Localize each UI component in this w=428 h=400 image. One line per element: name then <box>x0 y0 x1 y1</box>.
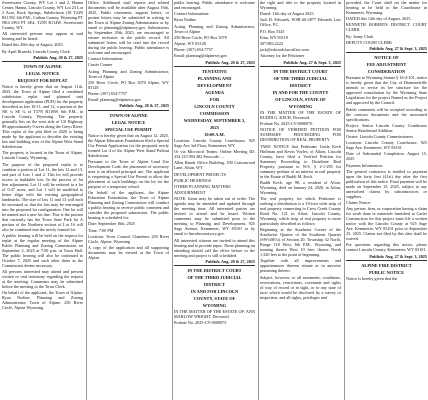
notices-column-5 <box>346 0 427 400</box>
notice-paragraph: 250 River Circle, PO Box 3070 Alpine, WY 83128 <box>88 79 169 90</box>
publish-date-line: Publish: Aug. 27 & Sept. 3, 2025 <box>283 59 341 65</box>
notice-paragraph: Email: planning@alpinewy.gov <box>174 53 228 59</box>
notice-paragraph: 250 River Circle, PO Box 3070 <box>174 34 227 40</box>
notice-paragraph: On behalf of the applicant, the Town of Alpine: Ryan Nodine, Planning and Zoning Administrator, Town of Alpine, 250 River Circle, Alpine Wyoming. <box>2 290 83 311</box>
notice-heading: WEDNESDAY, SEPTEMBER 3, <box>183 118 246 123</box>
notice-paragraph: Public comments will be accepted according to the contract documents and the associated specifications. <box>346 106 427 122</box>
notice-heading: OF LINCOLN, STATE OF <box>275 97 326 102</box>
notice-heading: IN AND FOR THE COUNTY <box>272 90 329 95</box>
notice-paragraph: By April Brunski, Lincoln County Clerk <box>2 48 70 54</box>
notice-paragraph: Dated this 20th day of August, 2025. <box>2 42 64 48</box>
notice-heading: 2025 <box>210 125 219 130</box>
notice-paragraph: Beginning at the Southeast Corner of the Southwest Quarter of the Southeast Quarter (SW¼SE¼) of Section 20, Township 32 North, Range 118 West, 6th P.M., Wyoming, and running thence West 10 feet; thence North 1,320 feet to the point of beginning. <box>260 227 341 258</box>
notice-paragraph: Location: Lincoln County Courthouse, 925 Sage Ave, Kemmerer, WY 83101 <box>346 140 427 151</box>
notice-heading: WYOMING <box>202 303 227 309</box>
notice-paragraph: Contact Information: <box>88 56 124 62</box>
notice-heading: COMMISSION <box>199 111 230 116</box>
notice-separator <box>346 260 427 261</box>
notice-paragraph: A copy of the application and all supporting documents may be viewed at the Town of Alpine <box>88 244 169 260</box>
notice-separator <box>88 110 169 111</box>
notice-heading: SPECIAL USE PERMIT <box>104 126 153 132</box>
notice-paragraph: Probate No. 2025-CV-0000075 <box>174 320 227 326</box>
notice-separator <box>260 66 341 67</box>
notice-paragraph: Subject, however, to all easements, conditions, reservations, restrictions, covenants and rights of way of record or in sight, or to any state of facts which would be disclosed by a survey or inspection, and all rights, privileges and <box>260 274 341 300</box>
publish-date-line: Publish: Aug. 20 & 27, 2025 <box>33 54 83 60</box>
notice-paragraph: Phone: (307) 654-7757 <box>88 90 127 96</box>
notice-paragraph: Notice is hereby given that on August 11th, 2025, the Town of Alpine filed a combined subdivision replat and planned unit development application (PUD) for the property described as lots 10-11, and 12, a portion of the NE ¼ SE ¼ of T37N R118W, 6th P.M., in Lincoln County, Wyoming. The property generally lies on the west side of US Highway 89 approximately 9 acres along the Greys River. This replat of the plat filed in 2020 is being made by the applicant to describe the existing lots and building sites of the Alpine West Stand Subdivision. <box>2 84 83 150</box>
notice-separator <box>174 265 255 266</box>
notice-heading: DISTRICT <box>289 83 312 88</box>
notice-heading: AGENDA <box>204 90 225 95</box>
notice-paragraph: Ryan Nodine <box>174 17 197 23</box>
notice-paragraph: 307.883.2222 <box>260 40 284 46</box>
notice-paragraph: Any person, firm, or corporation having a claim for work done or materials furnished to Carter Construction for this project must file a written notice with the Lincoln County at 925 Sage Ave, Kemmerer, WY 83101 prior to September 25, 2025. Claims not filed by this date shall be waived. <box>346 206 427 242</box>
publish-date-line: Publish: Aug. 20 & 27, 2025 <box>205 258 255 264</box>
notice-separator <box>346 52 427 53</box>
notice-paragraph: For questions regarding this notice, please contact Lincoln County. Kemmerer, WY 83101. <box>346 242 427 253</box>
notice-heading: WYOMING <box>288 104 313 109</box>
notice-paragraph: All interested persons may appear at said hearing and be heard. <box>2 31 83 42</box>
notice-paragraph: Payment Information: <box>346 162 383 168</box>
notice-heading: PLANNING AND <box>197 76 232 81</box>
notice-heading: OF THE THIRD JUDICIAL <box>187 275 242 281</box>
notice-paragraph: public hearing. Public attendance is welcome and encouraged. <box>174 0 255 10</box>
notice-paragraph: NOTE: Items may be taken out of order. The agenda may be amended and updated through the meeting time. All interested parties are invited to attend and be heard. Written comments may be submitted prior to the meeting to Planning and Development, 925 Sage Avenue, Kemmerer, WY 83101 or by email to lincolncountywy.gov. <box>174 196 255 237</box>
notice-paragraph: Ruddi Kech, age 98, a resident of Afton, Wyoming, died on January 24, 2020, in Afton, Wyoming. <box>260 179 341 195</box>
notice-paragraph: The general contractor is entitled to payment upon the forty first (41st) day after the first publication of this notice. Final payment will be made on September 15, 2025, subject to any unresolved claims by subcontractors or suppliers. <box>346 168 427 199</box>
notice-paragraph: Cassie Conner <box>88 62 113 68</box>
notice-heading: NOTICE OF <box>374 55 399 61</box>
notice-heading: IN THE DISTRICT COURT <box>273 69 328 74</box>
column-divider <box>258 0 259 400</box>
column-divider <box>172 0 173 400</box>
notice-paragraph: Dated: 11th day of August 2025. <box>260 11 315 17</box>
notice-paragraph: Sweetwater County, WY Lot 1 and 2, Hanna Center, Hanna, Lincoln County, WY Lot 23 Lot 2 Acre, Rock Springs, Subdivision (18 T24N R115W, 6th P.M., Carbon County, Wyoming PT NE4 SW4 PT SE4, T25N R114W, Sweetwater County, WY. <box>2 0 83 30</box>
notice-heading: TOWN OF ALPINE <box>23 64 62 70</box>
notice-paragraph: Acting Planning and Zoning Administrator, Town of Alpine <box>174 23 255 34</box>
notice-paragraph: NOTICE OF VERIFIED PETITION FOR SUMMARY PROCEEDING FOR DISTRIBUTION OF REAL PROPERTY <box>260 127 341 143</box>
column-divider <box>86 0 87 400</box>
notices-column-1 <box>2 0 83 400</box>
notice-paragraph: Pursuant to Wyoming Statute § 16-4-101, notice is hereby given that the City of Diamondville intends to revise its fee structure for the approved consultation by the Wyoming State Legislature for the project Named as the Project and approved by the Council. <box>346 75 427 106</box>
notices-column-2 <box>88 0 169 400</box>
notice-paragraph: Date of Substantial Completion: August 15, 2025 <box>346 151 427 162</box>
notice-separator <box>2 61 83 62</box>
notice-heading: FEE ADJUSTMENT <box>366 62 407 68</box>
notice-paragraph: Time: 7:00 PM <box>88 227 114 233</box>
notice-paragraph: A public hearing will be held on the request for replat at the regular meeting of the Alpine Public Planning and Zoning Commission on September 2, 2025 at 7:00 p.m. at Town Hall. The public hearing will also be continued to October 7, 2025 and such other dates as the Commission deems necessary. <box>2 232 83 268</box>
notice-paragraph: Acting Planning and Zoning Administrator, Town of Alpine <box>88 68 169 79</box>
notices-column-3 <box>174 0 255 400</box>
notice-paragraph: Alpine, WY 83128 <box>174 40 206 46</box>
notice-paragraph: Notice is hereby given that on August 12, 2025, the Alpine Education Foundation filed a Special Use Permit Application for the proposed newly formed Lot 4 of the Alpine West Stand Pullout Subdivision. <box>88 132 169 158</box>
notice-heading: DISTRICT <box>203 282 226 288</box>
notice-paragraph: Date: September 16th, 2025 <box>88 221 135 227</box>
notice-paragraph: Owner: Lincoln County Commissioners <box>346 134 414 139</box>
notice-heading: 10:00 A.M. <box>204 132 225 137</box>
notice-heading: OF THE THIRD JUDICIAL <box>273 76 328 81</box>
publish-date-line: Publish: Aug. 27 & Sept. 3, 2025 <box>369 45 427 51</box>
notice-paragraph: PUBLIC HEARINGS <box>174 177 212 183</box>
notice-paragraph: Together with all improvements and appurtenances thereon situate or in anywise pertaining thereto. <box>260 258 341 274</box>
notice-paragraph: The purpose of the proposed replat is to combine a portion of Lot 11, the lots 12 and 13, and part of Lots 1 and 2. This lot will provide access to buildable lots. In the process of lot line adjustment, Lot 11 will be reduced to a lot of 0.47 acres, and Lot 1 will be modified to better align with the existing geographical landmarks. The size of lots 11 and 13 will each be increased so that the lots may be rearranged into the proposed lot configuration. One lot will be named and a new lot line. This is the portion that currently has the Town State Park lot A portion of the Northern section of Lot 16 will also be combined into the newly formed lot. <box>2 161 83 232</box>
notice-separator <box>174 66 255 67</box>
notice-paragraph: Location: Town Council Chambers 250 River Circle, Alpine, Wyoming <box>88 233 169 244</box>
notice-paragraph: IN THE MATTER OF THE ESTATE OF: ANN MARLOW WRIGHT, Deceased. <box>174 309 255 320</box>
notice-paragraph: P.O. Box 5345 <box>260 28 285 34</box>
notices-column-4 <box>260 0 341 400</box>
notice-heading: DEVELOPMENT <box>197 83 232 88</box>
notice-paragraph: Claims Notice: <box>346 199 372 205</box>
column-divider <box>344 0 345 400</box>
notice-paragraph: DEVELOPMENT PROJECTS <box>174 171 226 177</box>
notice-paragraph: DEPUTY COURT CLERK <box>346 39 393 45</box>
notice-heading: CONSIDERATION <box>367 69 406 75</box>
notice-paragraph: Pursuant to the Town of Alpine Land Use Development Code, the placement of accessory uses is an allowed principal use. The applicant is requesting a Special Use Permit to allow the placement of such buildings on the lot for the purpose of a temporary school. <box>88 159 169 189</box>
notice-paragraph: Jack D. Edwards, WSB #6-2877 Edwards Law Office, P.C. <box>260 17 341 28</box>
notice-paragraph: ADJOURNMENT <box>174 190 206 196</box>
notice-heading: PUBLIC NOTICE <box>368 270 404 275</box>
notice-heading: LEGAL NOTICE <box>111 119 146 125</box>
notice-paragraph: provided, the Court shall set the matter for hearing to be held in the Courthouse in Kemmerer, Wyoming. <box>346 0 427 15</box>
notice-paragraph: The property is located in the Town of Alpine, Lincoln County, Wyoming. <box>2 150 83 161</box>
notice-paragraph: All persons interested may attend and present written or oral testimony regarding the request at the meeting. Comments may be submitted before the meeting to the Town Clerk. <box>2 269 83 289</box>
notice-paragraph: IN THE MATTER OF THE ESTATE OF RUDDI G. KECH, Deceased. <box>260 110 341 120</box>
notice-heading: LINCOLN COUNTY <box>194 104 235 109</box>
notice-paragraph: Project: Senior Lincoln County Courthouse Senior Residential Addition <box>346 122 427 133</box>
publish-date-line: Publish: Aug. 27 & Sept. 3, 2025 <box>369 253 427 259</box>
notice-paragraph: The real property for which Petitioner is seeking a distribution is a 10-foot wide strip of real property connecting to Crow Creek County Road No. 121 in Afton, Lincoln County, Wyoming, which strip of real property is more particularly described as follows: <box>260 195 341 226</box>
notice-paragraph: Contact Information: <box>174 11 210 17</box>
notice-heading: IN THE DISTRICT COURT <box>187 268 242 274</box>
notice-paragraph: OTHER PLANNING MATTERS <box>174 183 231 189</box>
notice-paragraph: Attorney for the Petitioner <box>260 53 305 59</box>
notice-paragraph: All interested citizens are invited to attend this hearing and to provide input. Those planning on attending should call the office before so the meeting and project is still scheduled. <box>174 237 255 258</box>
notice-paragraph: Probate No. 2025-CV-0000076 <box>260 121 313 127</box>
notice-heading: TENTATIVE <box>201 69 228 74</box>
notice-paragraph: Phone: (307) 654-7757 <box>174 47 213 53</box>
notice-paragraph: the right and title to the property located in Wyoming. <box>260 0 341 10</box>
notice-heading: TOWN OF ALPINE <box>109 112 148 118</box>
notice-paragraph: Location: Lincoln County Courthouse, 925 Sage Ave 3rd Floor, Kemmerer, WY <box>174 138 255 148</box>
notice-paragraph: On behalf of the applicant, the Alpine Education Foundation, the Town of Alpine Planning and Zoning Commission will conduct a public hearing to receive public comment and consider the proposed submission. The public hearing is scheduled for: <box>88 190 169 221</box>
notice-paragraph: Allen Rands Office Building, 100 Cottonwood Lane, Afton, WY <box>174 160 255 171</box>
notice-heading: ALPINE FIRE DISTRICT <box>361 263 412 268</box>
notice-heading: IN AND FOR LINCOLN <box>190 289 239 295</box>
publish-date-line: Publish: Aug. 20 & 27, 2025 <box>205 59 255 65</box>
notice-paragraph: By: Jenny Clark <box>346 33 374 39</box>
notice-paragraph: DATED this 12th day of August, 2025. <box>346 16 412 22</box>
notice-heading: FOR <box>209 97 220 102</box>
notice-heading: REQUEST FOR REPLAT <box>17 78 68 84</box>
notice-paragraph: Office. Additional staff reports and related documents will be available after August 16th, 2025. Public comments, support letters, or protest letters may be submitted in writing to the Town of Alpine Zoning Administrator or by email to planning@alpinewy.gov. Submissions by September 29th, 2025, are encouraged to ensure inclusion in the public record. All submitted letters will be read into the record during the public hearing. Public attendance is welcome and encouraged. <box>88 0 169 55</box>
notice-paragraph: Email: planning@alpinewy.gov <box>88 97 142 103</box>
notice-heading: LEGAL NOTICE <box>25 71 60 77</box>
notice-paragraph: Etna, WY 83118 <box>260 34 288 40</box>
notice-paragraph: Or via Microsoft Teams: Online Meeting ID: 234 123 904 482 Passcode: ... <box>174 149 255 160</box>
notice-paragraph: KENNETH ROBERTS DISTRICT COURT CLERK <box>346 22 427 33</box>
notice-paragraph: Notice is hereby given that the <box>346 276 398 281</box>
notice-paragraph: jack@edwardslawoffice.com <box>260 47 309 53</box>
notice-heading: COUNTY, STATE OF <box>193 296 236 302</box>
notice-paragraph: TAKE NOTICE that Petitioner Linda Kech Hoffman and Kevin Voyles, of Aiken, Lincoln County, have filed a Verified Petition for Summary Proceeding to Distribute Real Property, pursuant to W.S. § 2-1-205 for summary probate of an interest in real property in the Estate of Ruddi M. Kech. <box>260 143 341 179</box>
publish-date-line: Publish: Aug. 20 & 27, 2025 <box>119 103 169 109</box>
